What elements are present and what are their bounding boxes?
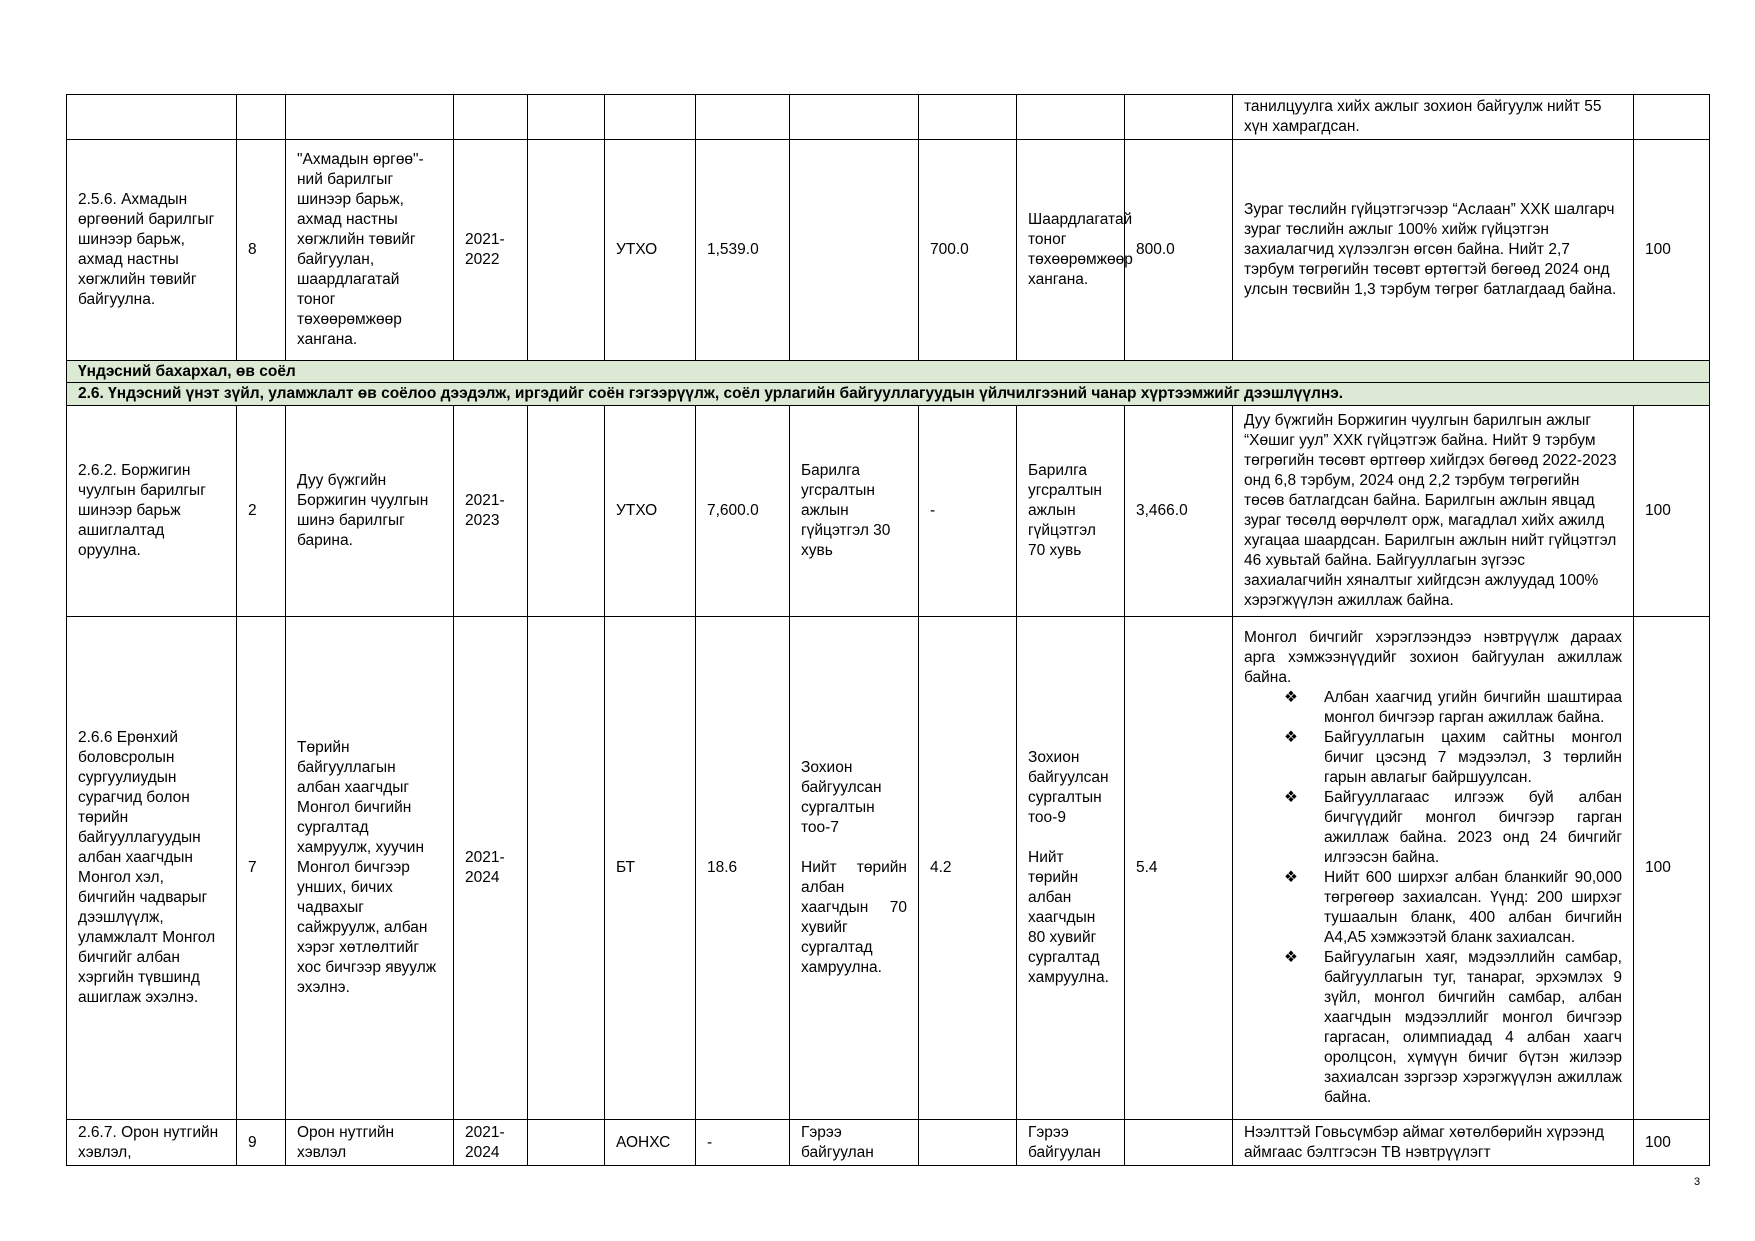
table-row xyxy=(67,406,1710,617)
cell-source: БТ xyxy=(605,617,696,1120)
cell-period: 2021-2024 xyxy=(454,617,528,1120)
cell-target-2 xyxy=(1017,95,1125,140)
cell-budget: 1,539.0 xyxy=(696,140,790,361)
bullet-diamond-icon: ❖ xyxy=(1284,949,1298,966)
cell-period: 2021-2024 xyxy=(454,1120,528,1166)
table-row xyxy=(67,1120,1710,1166)
target-1-count: Зохион байгуулсан сургалтын тоо-7 xyxy=(801,759,882,836)
cell-progress: танилцуулга хийх ажлыг зохион байгуулж нийт 55 хүн хамрагдсан. xyxy=(1233,95,1634,140)
progress-intro: Монгол бичгийг хэрэглээндээ нэвтрүүлж дараах арга хэмжээнүүдийг зохион байгуулан ажиллаж байна. xyxy=(1244,629,1622,686)
list-item: ❖ Албан хаагчид угийн бичгийн шаштираа монгол бичгээр гарган ажиллаж байна. xyxy=(1284,689,1622,726)
cell-empty xyxy=(528,617,605,1120)
cell-progress xyxy=(1233,617,1634,1120)
cell-score xyxy=(1634,95,1710,140)
cell-index: 2 xyxy=(237,406,286,617)
target-2-coverage: Нийт төрийн албан хаагчдын 80 хувийг сургалтад хамруулна. xyxy=(1028,849,1109,986)
cell-measure: Орон нутгийн хэвлэл xyxy=(286,1120,454,1166)
cell-target-1 xyxy=(790,95,919,140)
list-item: ❖ Байгууллагын цахим сайтны монгол бичиг цэсэнд 7 мэдээлэл, 3 төрлийн гарын авлагыг байршуулсан. xyxy=(1284,729,1622,786)
cell-amount-1 xyxy=(919,95,1017,140)
cell-activity: 2.5.6. Ахмадын өргөөний барилгыг шинээр барьж, ахмад настны хөгжлийн төвийг байгуулна. xyxy=(67,140,237,361)
target-2-count: Зохион байгуулсан сургалтын тоо-9 xyxy=(1028,749,1109,826)
cell-activity: 2.6.7. Орон нутгийн хэвлэл, xyxy=(67,1120,237,1166)
report-table xyxy=(66,94,1710,1166)
cell-target-1 xyxy=(790,140,919,361)
cell-empty xyxy=(528,1120,605,1166)
cell-source: УТХО xyxy=(605,406,696,617)
cell-target-2: Барилга угсралтын ажлын гүйцэтгэл 70 хувь xyxy=(1017,406,1125,617)
cell-source xyxy=(605,95,696,140)
cell-amount-2: 3,466.0 xyxy=(1125,406,1233,617)
cell-index: 7 xyxy=(237,617,286,1120)
cell-amount-1: - xyxy=(919,406,1017,617)
cell-target-1 xyxy=(790,617,919,1120)
cell-progress: Зураг төслийн гүйцэтгэгчээр “Аслаан” ХХК шалгарч зураг төслийн ажлыг 100% хийж гүйцэтгэн захиалагчид хүлээлгэн өгсөн байна. Нийт 2,7 тэрбум төгрөгийн төсөвт өртөгтэй бөгөөд 2024 онд улсын төсвийн 1,3 тэрбум төгрөг батлагдаад байна. xyxy=(1233,140,1634,361)
cell-source: АОНХС xyxy=(605,1120,696,1166)
bullet-diamond-icon: ❖ xyxy=(1284,869,1298,886)
subsection-heading: 2.6. Үндэсний үнэт зүйл, уламжлалт өв соёлоо дээдэлж, иргэдийг соён гэгээрүүлж, соёл урлагийн байгууллагуудын үйлчилгээний чанар хүртээмжийг дээшлүүлнэ. xyxy=(67,383,1710,406)
page-number: 3 xyxy=(1694,1176,1701,1188)
list-item: ❖ Байгуулагын хаяг, мэдээллийн самбар, байгууллагын туг, танараг, эрхэмлэх 9 зүйл, монгол бичгийн самбар, албан хаагчдын мэдээллийг монгол бичгээр гаргасан, олимпиадад 4 албан хаагч оролцсон, хүмүүн бичиг бүтэн жилээр захиалсан зэргээр хэрэгжүүлэн ажиллаж байна. xyxy=(1284,949,1622,1106)
cell-index: 9 xyxy=(237,1120,286,1166)
cell-score: 100 xyxy=(1634,1120,1710,1166)
cell-activity: 2.6.2. Боржигин чуулгын барилгыг шинээр барьж ашиглалтад оруулна. xyxy=(67,406,237,617)
cell-measure: "Ахмадын өргөө"-ний барилгыг шинээр барьж, ахмад настны хөгжлийн төвийг байгуулан, шаардлагатай тоног төхөөрөмжөөр хангана. xyxy=(286,140,454,361)
list-item: ❖ Байгууллагаас илгээж буй албан бичгүүдийг монгол бичгээр гарган ажиллаж байна. 2023 онд 24 бичгийг илгээсэн байна. xyxy=(1284,789,1622,866)
cell-amount-2 xyxy=(1125,95,1233,140)
cell-measure xyxy=(286,95,454,140)
bullet-diamond-icon: ❖ xyxy=(1284,729,1298,746)
cell-empty xyxy=(528,140,605,361)
cell-budget: - xyxy=(696,1120,790,1166)
cell-budget xyxy=(696,95,790,140)
cell-index xyxy=(237,95,286,140)
table-row xyxy=(67,140,1710,361)
cell-index: 8 xyxy=(237,140,286,361)
cell-empty xyxy=(528,95,605,140)
cell-target-2: Гэрээ байгуулан xyxy=(1017,1120,1125,1166)
cell-amount-2: 5.4 xyxy=(1125,617,1233,1120)
cell-amount-2: 800.0 xyxy=(1125,140,1233,361)
cell-amount-1: 700.0 xyxy=(919,140,1017,361)
bullet-diamond-icon: ❖ xyxy=(1284,789,1298,806)
subsection-heading-row xyxy=(67,383,1710,406)
cell-source: УТХО xyxy=(605,140,696,361)
cell-empty xyxy=(528,406,605,617)
table-row xyxy=(67,617,1710,1120)
section-heading: Үндэсний бахархал, өв соёл xyxy=(67,361,1710,383)
cell-progress: Дуу бүжгийн Боржигин чуулгын барилгын ажлыг “Хөшиг уул” ХХК гүйцэтгэж байна. Нийт 9 тэрбум төгрөгийн төсөвт өртгөөр хийгдэх бөгөөд 2022-2023 онд 6,8 тэрбум, 2024 онд 2,2 тэрбум төгрөгийн төсөв батлагдсан байна. Барилгын ажлын явцад зураг төсөлд өөрчлөлт орж, магадлал хийх ажилд хугацаа шаардсан. Барилгын ажлын нийт гүйцэтгэл 46 хувьтай байна. Байгууллагын зүгээс захиалагчийн хяналтыг хийгдсэн ажлуудад 100% хэрэгжүүлэн ажиллаж байна. xyxy=(1233,406,1634,617)
cell-target-2: Шаардлагатай тоног төхөөрөмжөөр хангана. xyxy=(1017,140,1125,361)
cell-score: 100 xyxy=(1634,406,1710,617)
cell-progress: Нээлттэй Говьсүмбэр аймаг хөтөлбөрийн хүрээнд аймгаас бэлтгэсэн ТВ нэвтрүүлэгт xyxy=(1233,1120,1634,1166)
cell-period: 2021-2023 xyxy=(454,406,528,617)
cell-measure: Дуу бүжгийн Боржигин чуулгын шинэ барилгыг барина. xyxy=(286,406,454,617)
progress-bullet-list xyxy=(1244,688,1622,1108)
cell-amount-2 xyxy=(1125,1120,1233,1166)
cell-activity: 2.6.6 Ерөнхий боловсролын сургуулиудын сурагчид болон төрийн байгууллагуудын албан хаагчдын Монгол хэл, бичгийн чадварыг дээшлүүлж, уламжлалт Монгол бичгийг албан хэргийн түвшинд ашиглаж эхэлнэ. xyxy=(67,617,237,1120)
cell-period xyxy=(454,95,528,140)
cell-budget: 7,600.0 xyxy=(696,406,790,617)
cell-budget: 18.6 xyxy=(696,617,790,1120)
list-item: ❖ Нийт 600 ширхэг албан бланкийг 90,000 төгрөгөөр захиалсан. Үүнд: 200 ширхэг тушаалын бланк, 400 албан бичгийн А4,А5 хэмжээтэй бланк захиалсан. xyxy=(1284,869,1622,946)
cell-activity xyxy=(67,95,237,140)
cell-target-1: Гэрээ байгуулан xyxy=(790,1120,919,1166)
cell-period: 2021-2022 xyxy=(454,140,528,361)
cell-score: 100 xyxy=(1634,140,1710,361)
cell-target-1: Барилга угсралтын ажлын гүйцэтгэл 30 хувь xyxy=(790,406,919,617)
table-row xyxy=(67,95,1710,140)
cell-measure: Төрийн байгууллагын албан хаагчдыг Монгол бичгийн сургалтад хамруулж, хуучин Монгол бичгээр унших, бичих чадвахыг сайжруулж, албан хэрэг хөтлөлтийг хос бичгээр явуулж эхэлнэ. xyxy=(286,617,454,1120)
section-heading-row xyxy=(67,361,1710,383)
bullet-diamond-icon: ❖ xyxy=(1284,689,1298,706)
cell-amount-1: 4.2 xyxy=(919,617,1017,1120)
target-1-coverage: Нийт төрийн албан хаагчдын 70 хувийг сургалтад хамруулна. xyxy=(801,859,907,976)
cell-target-2 xyxy=(1017,617,1125,1120)
cell-score: 100 xyxy=(1634,617,1710,1120)
cell-amount-1 xyxy=(919,1120,1017,1166)
